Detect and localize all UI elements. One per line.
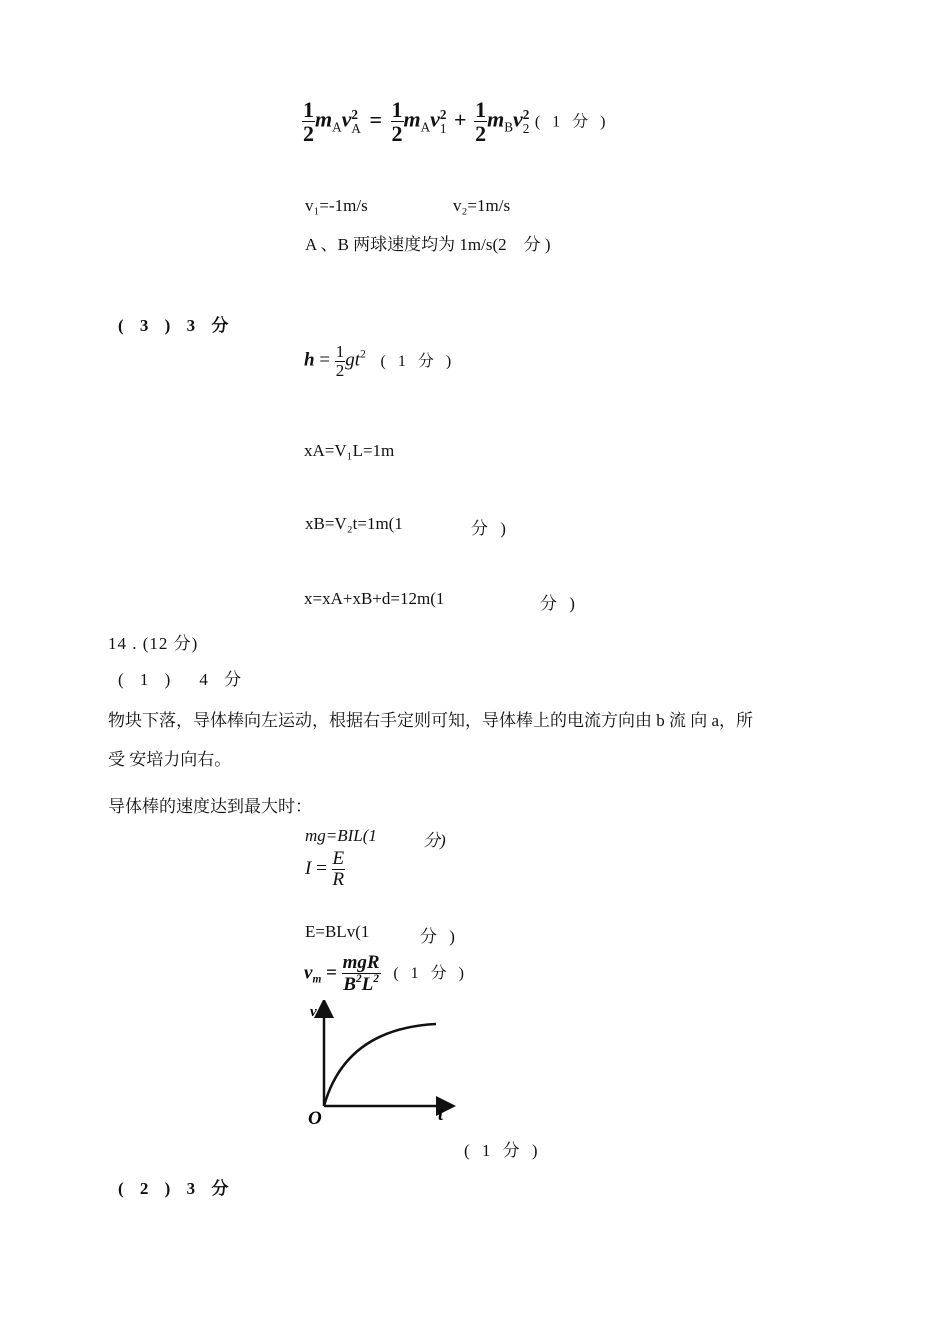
velocity-curve [324,1024,436,1106]
v2-result: v₂=1m/s [453,196,511,215]
fraction-half-2: $\frac{1}{2}$ [391,97,403,147]
velocity-time-graph [300,1000,460,1130]
equation-energy-conservation: $\frac{1}{2}$ $m_Av$ 2 A = $\frac{1}{2}$ $m_Av$ 2 1 + $\frac{1}{2}$ $m_Bv$ 2 2 ( 1 分 ) [303,97,610,147]
question-14-part1: ( 1 ) 4 分 [118,670,248,689]
equation-current: I = $\frac{E}{R}$ [305,848,345,890]
xb-line: xB=V₂t=1m(1 [305,514,403,533]
score-note: ( 1 分 ) [380,352,456,370]
mg-score: 分) [423,831,446,850]
question-14-heading: 14 . (12 分) [108,634,199,653]
score-note: ( 1 分 ) [534,113,610,131]
part2-heading: ( 2 ) 3 分 [118,1179,235,1198]
emf-equation: E=BLv(1 [305,922,370,941]
equation-max-velocity: $v_m$ = $\frac{\text{mgR}}{B^2L^2}$ ( 1 分 ) [304,952,469,995]
x-total-line: x=xA+xB+d=12m(1 [304,589,445,608]
v1-result: v₁=-1m/s [305,196,368,215]
paragraph-line-1: 物块下落，导体棒向左运动，根据右手定则可知，导体棒上的电流方向由 b 流 向 a，所 [108,711,754,730]
paragraph-line-3: 导体棒的速度达到最大时： [108,797,312,816]
xa-line: xA=V₁L=1m [304,441,395,460]
fraction-half-3: $\frac{1}{2}$ [475,97,487,147]
paragraph-line-2: 受 安培力向右。 [108,750,232,769]
fraction-half-1: $\frac{1}{2}$ [303,97,314,147]
ab-speed-statement: A 、B 两球速度均为 1m/s(2 分 ) [305,235,551,254]
x-total-score: 分 ) [540,594,579,613]
x-axis-label: t [438,1104,444,1125]
part3-heading: ( 3 ) 3 分 [118,316,235,335]
score-note: ( 1 分 ) [393,965,469,983]
y-axis-label: v [310,1004,317,1020]
xb-score: 分 ) [471,519,510,538]
emf-score: 分 ) [420,927,459,946]
origin-label: O [308,1108,322,1129]
equation-free-fall: h = $\frac{1}{2}$ $gt^2$ ( 1 分 ) [304,342,456,380]
graph-score: ( 1 分 ) [464,1141,542,1160]
mg-equation: mg=BIL(1 [305,826,377,845]
